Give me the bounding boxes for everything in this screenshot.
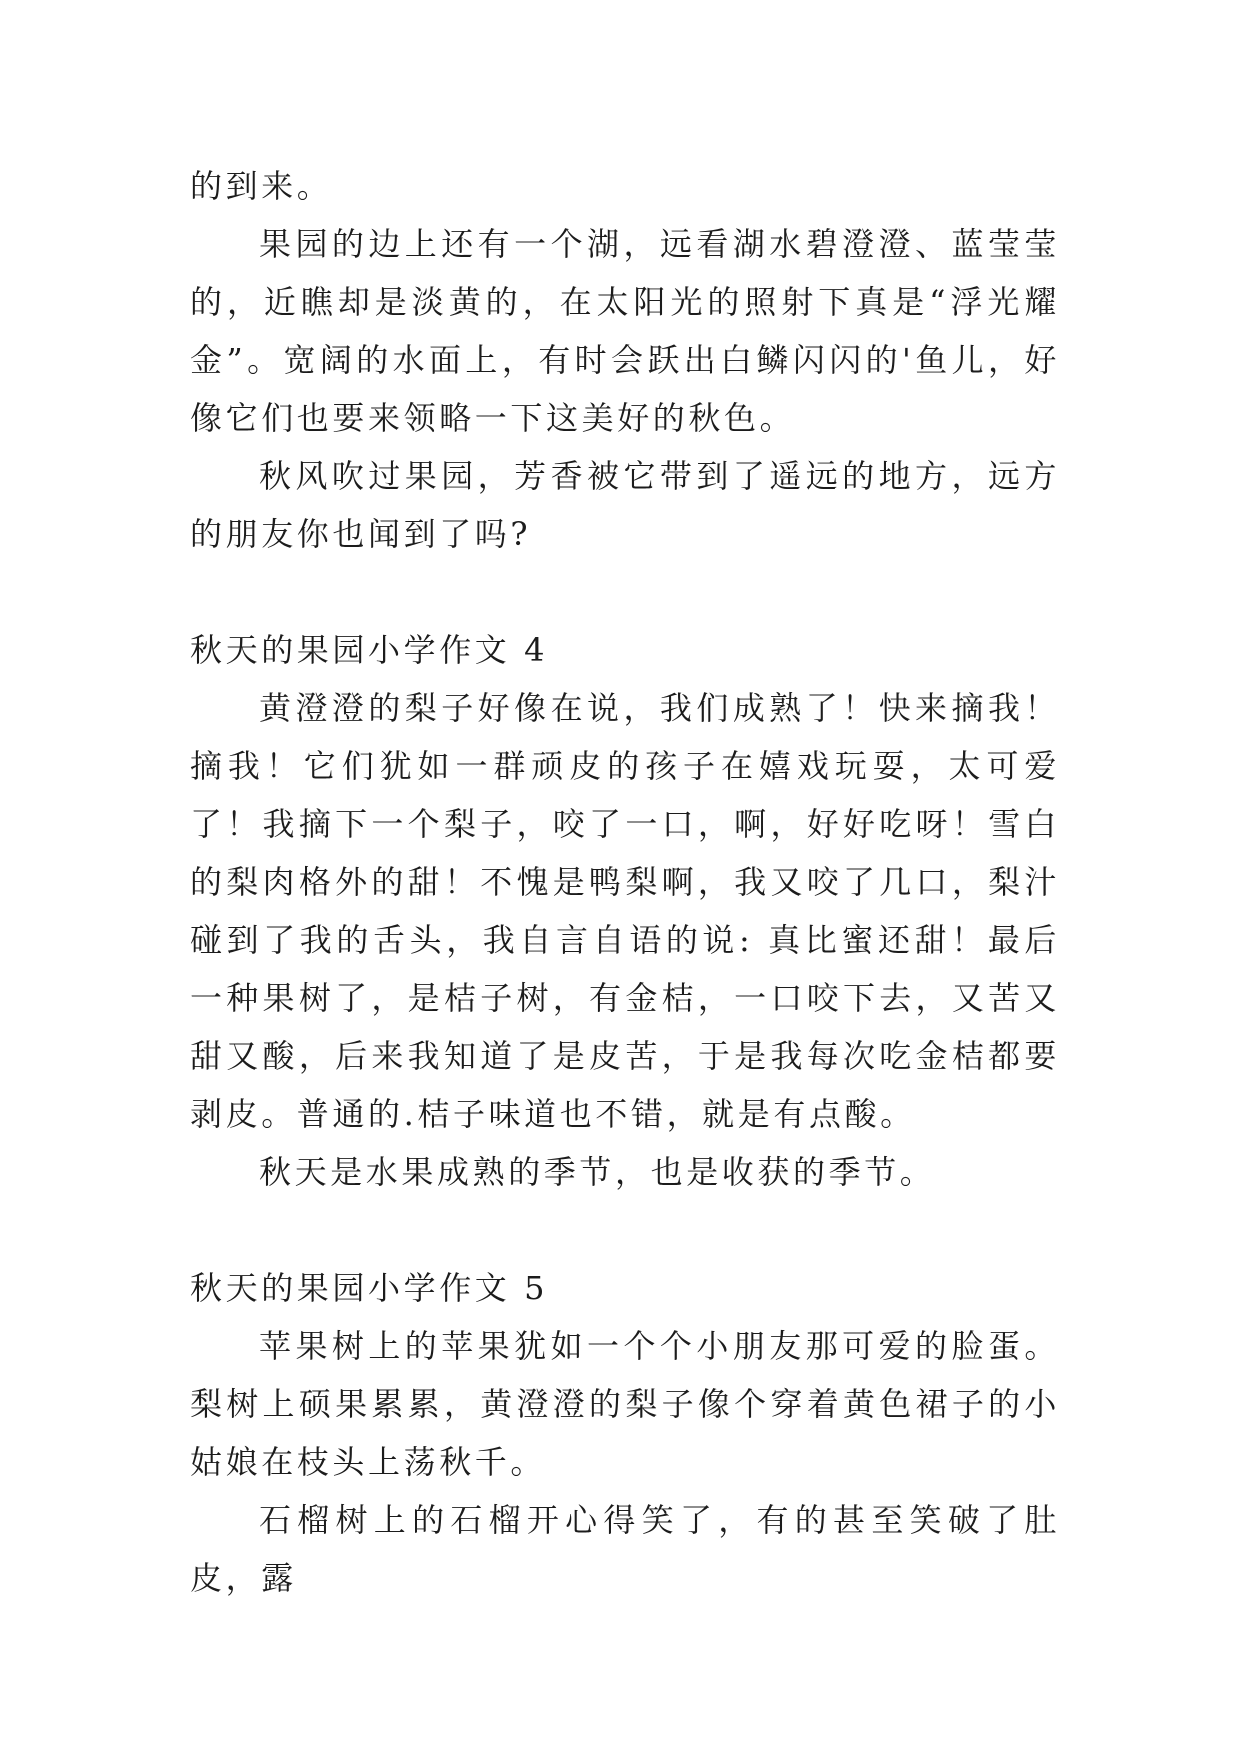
paragraph-apples: 苹果树上的苹果犹如一个个小朋友那可爱的脸蛋。梨树上硕果累累，黄澄澄的梨子像个穿着黄色裙子的小姑娘在枝头上荡秋千。 xyxy=(190,1327,1060,1481)
section-title-4: 秋天的果园小学作文 4 xyxy=(190,631,549,669)
continuation-text: 的到来。 xyxy=(190,167,333,205)
paragraph-autumn-wind: 秋风吹过果园，芳香被它带到了遥远的地方，远方的朋友你也闻到了吗? xyxy=(190,457,1060,553)
paragraph-harvest: 秋天是水果成熟的季节，也是收获的季节。 xyxy=(259,1153,936,1191)
paragraph-pomegranate: 石榴树上的石榴开心得笑了，有的甚至笑破了肚皮，露 xyxy=(190,1501,1060,1597)
document-body xyxy=(190,157,1060,1607)
section-title-5: 秋天的果园小学作文 5 xyxy=(190,1269,549,1307)
section-gap xyxy=(190,1201,1060,1259)
paragraph-lake: 果园的边上还有一个湖，远看湖水碧澄澄、蓝莹莹的，近瞧却是淡黄的，在太阳光的照射下真是“浮光耀金”。宽阔的水面上，有时会跃出白鳞闪闪的'鱼儿，好像它们也要来领略一下这美好的秋色。 xyxy=(190,225,1060,437)
section-gap xyxy=(190,563,1060,621)
paragraph-pears: 黄澄澄的梨子好像在说，我们成熟了！快来摘我！摘我！它们犹如一群顽皮的孩子在嬉戏玩耍，太可爱了！我摘下一个梨子，咬了一口，啊，好好吃呀！雪白的梨肉格外的甜！不愧是鸭梨啊，我又咬了几口，梨汁碰到了我的舌头，我自言自语的说: 真比蜜还甜！最后一种果树了，是桔子树，有金桔，一口咬下去，又苦又甜又酸，后来我知道了是皮苦，于是我每次吃金桔都要剥皮。普通的.桔子味道也不错，就是有点酸。 xyxy=(190,689,1060,1133)
